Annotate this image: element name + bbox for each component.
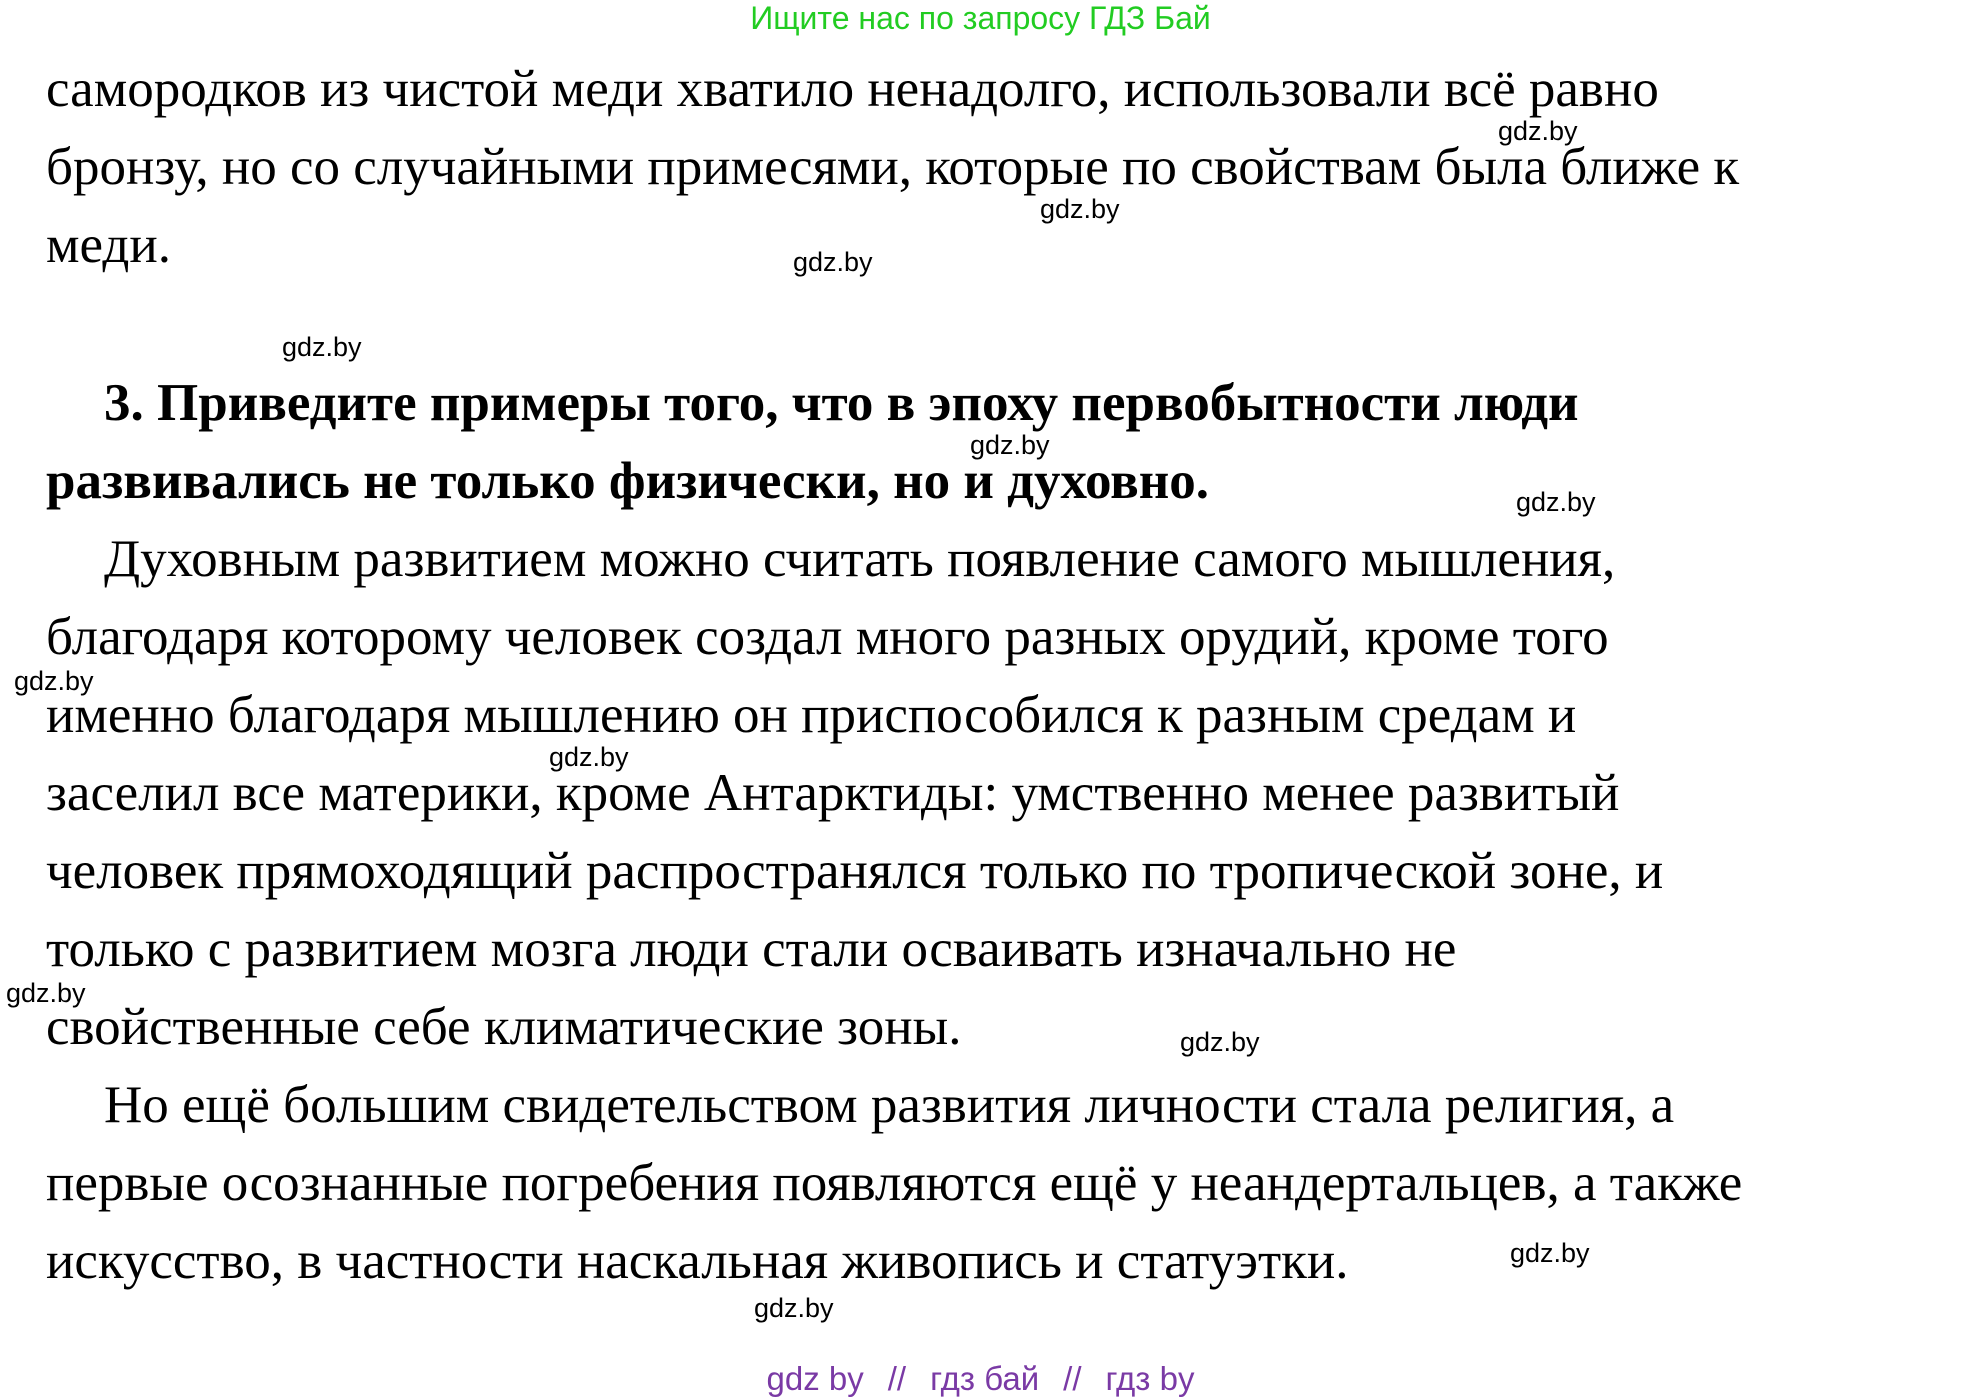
text-line: бронзу, но со случайными примесями, которые по свойствам была ближе к <box>46 138 1740 196</box>
text-line: искусство, в частности наскальная живопись и статуэтки. <box>46 1232 1349 1290</box>
question-heading: 3. Приведите примеры того, что в эпоху первобытности люди <box>104 374 1579 432</box>
footer-separator: // <box>887 1360 907 1397</box>
watermark: gdz.by <box>1180 1027 1260 1057</box>
footer-separator: // <box>1063 1360 1082 1397</box>
watermark: gdz.by <box>6 978 86 1008</box>
text-line: первые осознанные погребения появляются ещё у неандертальцев, а также <box>46 1154 1743 1212</box>
watermark: gdz.by <box>970 430 1050 460</box>
watermark: gdz.by <box>793 247 873 277</box>
text-line: Духовным развитием можно считать появление самого мышления, <box>104 530 1616 588</box>
text-line: свойственные себе климатические зоны. <box>46 998 962 1056</box>
watermark: gdz.by <box>14 666 94 696</box>
text-line: благодаря которому человек создал много разных орудий, кроме того <box>46 608 1609 666</box>
text-line: заселил все материки, кроме Антарктиды: умственно менее развитый <box>46 764 1620 822</box>
footer-links <box>0 1360 1961 1398</box>
watermark: gdz.by <box>1516 487 1596 517</box>
watermark: gdz.by <box>1498 116 1578 146</box>
text-line: самородков из чистой меди хватило ненадолго, использовали всё равно <box>46 60 1659 118</box>
watermark: gdz.by <box>549 742 629 772</box>
watermark: gdz.by <box>754 1293 834 1323</box>
question-heading: развивались не только физически, но и духовно. <box>46 452 1210 510</box>
footer-gdz-by-cyr: гдз by <box>1105 1360 1195 1397</box>
text-line: только с развитием мозга люди стали осваивать изначально не <box>46 920 1457 978</box>
watermark: gdz.by <box>1510 1238 1590 1268</box>
footer-gdz-by: gdz by <box>766 1360 864 1397</box>
watermark: gdz.by <box>282 332 362 362</box>
site-search-hint: Ищите нас по запросу ГДЗ Бай <box>750 0 1211 36</box>
text-line: Но ещё большим свидетельством развития личности стала религия, а <box>104 1076 1675 1134</box>
footer-gdz-bai: гдз бай <box>930 1360 1040 1397</box>
watermark: gdz.by <box>1040 194 1120 224</box>
text-line: человек прямоходящий распространялся только по тропической зоне, и <box>46 842 1664 900</box>
text-line: меди. <box>46 216 171 274</box>
text-line: именно благодаря мышлению он приспособился к разным средам и <box>46 686 1577 744</box>
